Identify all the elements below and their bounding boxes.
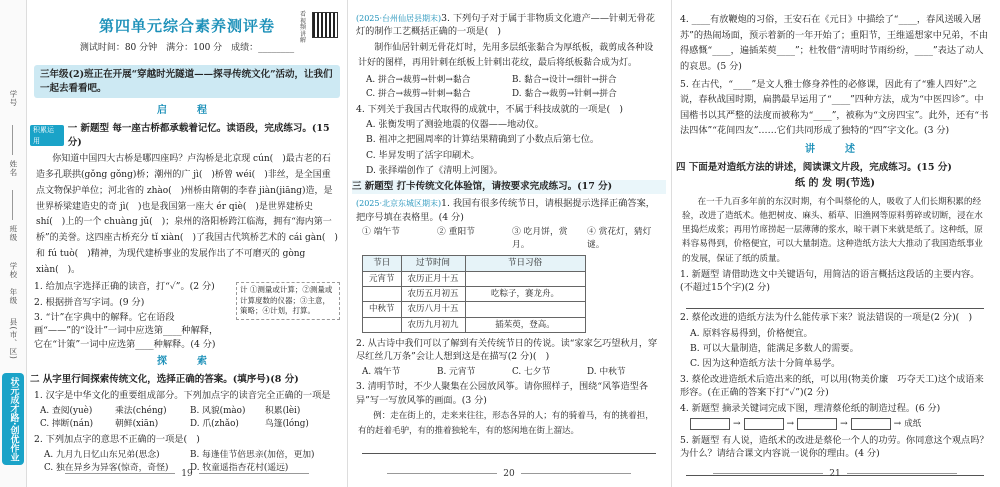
option[interactable]: A. 端午节 (362, 366, 401, 377)
page-19 (30, 0, 344, 487)
option[interactable]: A. 原料容易得到，价格便宜。 (690, 327, 813, 339)
sidebar-label: 县(市、区) (8, 318, 18, 360)
question-item: (2025·北京东城区期末)1. 我国有很多传统节日，请根据提示选择正确答案，把序号填在表格里。(4 分) (356, 198, 655, 223)
flow-end-label: 成纸 (904, 419, 922, 430)
option[interactable]: C. 因为这种造纸方法十分简单易学。 (690, 358, 841, 370)
option[interactable]: C. 毕昇发明了活字印刷术。 (366, 149, 480, 161)
table-row: 农历九月初九 插茱萸，登高。 (363, 317, 586, 332)
question-heading: 积累运用 一 新题型 每一座古桥都承载着记忆。读语段，完成练习。(15 分) (30, 122, 344, 150)
festival-table: 节日 过节时间 节日习俗 元宵节 农历正月十五 农历五月初五 吃粽子，赛龙舟。 中秋节 农历八月十五 农历九月初九 插茱萸，登高。 (362, 255, 586, 333)
option[interactable]: D. 黏合→裁剪→针刺→拼合 (512, 88, 617, 99)
passage-title: 纸 的 发 明(节选) (795, 178, 875, 190)
option[interactable]: C. 七夕节 (512, 366, 551, 377)
question-item: (2025·台州仙居县期末)3. 下列句子对于属于非物质文化遗产——针刺无骨花灯的制作工艺概括正确的一项是( ) (356, 13, 655, 38)
intro-banner: 三年级(2)班正在开展“穿越时光隧道——探寻传统文化”活动，让我们一起去看看吧。 (34, 65, 340, 99)
question-item: 3. 蔡伦改进造纸术后造出来的纸，可以用(物美价廉 巧夺天工)这个成语来形容。(在正确的答案下打“✓”)(2 分) (680, 373, 984, 399)
sidebar-label: 学校 (8, 262, 18, 279)
option[interactable]: A. 张衡发明了测验地震的仪器——地动仪。 (366, 119, 544, 131)
festival-options: ① 端午节 ② 重阳节 ③ 吃月饼，赏月。 ④ 赏花灯，猜灯谜。 (362, 226, 652, 250)
question-item: 5. 在古代，“____”是文人雅士修身养性的必修课，因此有了“雅人四好”之说，春秋战国时期，扁鹊最早运用了“____”四种方法，成为“中医四诊”。中国楷书以其严整的法度而被称为“____”，被称为“文房四宝”。此外，还有“书法四体”“花间四友”……它们共同形成了独特的“四”字文化。(3 分) (680, 78, 989, 137)
brand-logo: 状元成才路·创优作业 (2, 373, 24, 465)
option-grid (366, 74, 652, 101)
option[interactable]: D. 牧童遥指杏花村(遥远) (190, 463, 289, 474)
table-row: 元宵节 农历正月十五 (363, 271, 586, 286)
option[interactable]: A. 查阅(yuè) (40, 405, 93, 416)
question-item: 3. “计”在字典中的解释。它在语段画“——”的“设计”一词中应选第____种解释，它在“计策”一词中应选第____种解释。(4 分) (34, 312, 219, 350)
answer-line[interactable] (686, 296, 984, 309)
question-item: 1. 汉字是中华文化的重要组成部分。下列加点字的读音完全正确的一项是 (34, 390, 331, 402)
sidebar-label: 姓名 (8, 160, 18, 177)
question-item: 5. 新题型 有人说，造纸术的改进是蔡伦一个人的功劳。你同意这个观点吗？为什么？请结合课文内容说一说你的理由。(4 分) (680, 434, 989, 460)
question-item: 2. 下列加点字的意思不正确的一项是( ) (34, 434, 200, 446)
page-number: 20 (352, 468, 666, 481)
question-item: 3. 清明节时，不少人聚集在公园放风筝。请你照样子，围绕“风筝造型各异”写一写放风筝的画面。(3 分) (356, 381, 649, 406)
option[interactable]: B. 可以大量制造，能满足多数人的需要。 (690, 343, 859, 355)
option[interactable]: C. 拼合→裁剪→针刺→黏合 (366, 88, 471, 99)
question-passage: 制作仙居针刺无骨花灯时，先用多层纸张黏合为厚纸板，裁剪成各种设计好的图样，再用针刺在纸板上针刺出花纹，最后将纸板黏合成为灯。 (358, 42, 654, 69)
question-tag: 积累运用 (30, 125, 64, 145)
option-grid (362, 366, 656, 379)
section-heading: 启 程 (157, 105, 217, 117)
page-number: 19 (30, 468, 344, 481)
option[interactable]: A. 拼合→裁剪→针刺→黏合 (366, 75, 471, 86)
question-item: 1. 给加点字选择正确的读音，打“✓”。(2 分) (34, 281, 215, 293)
option[interactable]: D. 张择端创作了《清明上河图》。 (366, 165, 503, 177)
question-item: 2. 根据拼音写字词。(9 分) (34, 296, 145, 308)
option[interactable]: B. 风貌(mào) (190, 405, 246, 416)
flow-blank[interactable] (690, 418, 730, 430)
option[interactable]: B. 每逢佳节倍思亲(加倍，更加) (190, 449, 315, 460)
question-passage: 你知道中国四大古桥是哪四座吗？卢沟桥是北京现 cún( )最古老的石造多孔联拱(gǒng gǒng)桥；潮州的广 jì( )桥曾 wéi( )非丝，是全国重点文物保护单位；河北省的 zhào( )州桥由隋朝的李春 jiàn(jiāng)造，是世界桥梁建造史的奇 jì( )也是我国第一座大 ér qiè( )是世界建桥史 shí( )上的一个 chuàng jǔ( )；泉州的洛阳桥跨江临海，拥有“海内第一桥”的美誉。这四座古桥充分 tǐ xiàn( )了我国古代筑桥艺术的 cái gàn( )和 fú tuò( )精神，为现代建桥事业的发展作出了不可磨灭的 gòng xiàn( )。 (36, 154, 338, 275)
reading-passage: 在一千九百多年前的东汉时期，有个叫蔡伦的人，吸收了人们长期积累的经验，改进了造纸术。他把树皮、麻头、稻草、旧渔网等原料剪碎或切断，浸在水里捣烂成浆；再用竹席捞起一层薄薄的浆水，晾干剥下来就是纸了。这种纸，原料容易得到，价格便宜，可以大量制造。这种造纸方法大大推动了我国造纸事业的发展，保证了纸的质量。 (682, 196, 983, 264)
option[interactable]: D. 爪(zhǎo) (190, 419, 239, 430)
sidebar (0, 0, 27, 487)
flow-blank[interactable] (744, 418, 784, 430)
question-item: 4. 下列关于我国古代取得的成就中，不属于科技成就的一项是( ) (356, 103, 623, 115)
flow-blank[interactable] (797, 418, 837, 430)
option[interactable]: A. 九月九日忆山东兄弟(思念) (44, 449, 160, 460)
sidebar-label: 学号 (8, 90, 18, 107)
page-number: 21 (676, 468, 994, 481)
flow-blank[interactable] (851, 418, 891, 430)
test-meta: 测试时间：80 分钟 满分：100 分 成绩：________ (79, 42, 295, 53)
option-grid: A. 查阅(yuè) 乘法(chéng) B. 风貌(mào) 积累(lèi) C. 摔断(nán) 朝鲜(xiān) D. 爪(zhǎo) 鸟篷(lóng) (40, 405, 309, 430)
dictionary-hint-box: 计 ①测量或计算；②测量或计算度数的仪器；③主意，策略；④计划，打算。 (236, 282, 340, 320)
qr-caption: 看视频讲解 (300, 11, 307, 45)
section-heading: 讲 述 (805, 144, 865, 156)
answer-line[interactable] (362, 441, 656, 454)
question-item: 2. 蔡伦改进的造纸方法为什么能传承下来？说法错误的一项是(2 分)( ) (680, 312, 973, 324)
option[interactable]: B. 祖冲之把圆周率的计算结果精确到了小数点后第七位。 (366, 134, 600, 146)
table-row: 中秋节 农历八月十五 (363, 302, 586, 317)
page-21 (676, 0, 994, 487)
question-item: 4. 新题型 摘录关键词完成下图，理清蔡伦纸的制造过程。(6 分) (680, 402, 941, 414)
sidebar-label: 年级 (8, 288, 18, 305)
question-item: 4. ____有放鞭炮的习俗，王安石在《元日》中描绘了“____，春风送暖入屠苏”的热闹场面，预示着新的一年开始了；重阳节，王维遥想家中兄弟，不由得感慨“____，遍插茱萸____”；杜牧借“清明时节雨纷纷，____”表达了动人的哀思。(5 分) (680, 14, 988, 72)
page-20 (352, 0, 666, 487)
sidebar-label: 班级 (8, 225, 18, 242)
process-diagram: → → → → 成纸 (690, 418, 980, 431)
question-heading: 二 从字里行间探索传统文化，选择正确的答案。(填序号)(8 分) (30, 373, 299, 385)
question-item: 2. 从古诗中我们可以了解到有关传统节日的传说。读“家家乞巧望秋月，穿尽红丝几万条”会让人想到这是在描写(2 分)( ) (356, 337, 658, 363)
question-heading: 三 新题型 打卡传统文化体验馆，请按要求完成练习。(17 分) (352, 180, 666, 194)
option[interactable]: B. 黏合→设计→细针→拼合 (512, 75, 617, 86)
table-row: 农历五月初五 吃粽子，赛龙舟。 (363, 286, 586, 301)
question-item: 1. 新题型 请借助选文中关键语句，用简洁的语言概括这段话的主要内容。(不超过15个字)(2 分) (680, 268, 980, 294)
question-heading: 四 下面是对造纸方法的讲述，阅读课文片段，完成练习。(15 分) (676, 161, 952, 173)
option[interactable]: C. 独在异乡为异客(惊奇，奇怪) (44, 463, 169, 474)
section-heading: 探 索 (157, 356, 217, 368)
qr-code-icon[interactable] (312, 12, 338, 38)
example-text: 例：走在街上的，走来来往往，形态各异的人；有的骑着马，有的挑着担，有的赶着毛驴，有的推着独轮车，有的悠闲地在街上溜达。 (358, 411, 654, 436)
option[interactable]: C. 摔断(nán) (40, 419, 94, 430)
option[interactable]: B. 元宵节 (437, 366, 476, 377)
page-title: 第四单元综合素养测评卷 (98, 17, 275, 35)
option[interactable]: D. 中秋节 (587, 366, 626, 377)
